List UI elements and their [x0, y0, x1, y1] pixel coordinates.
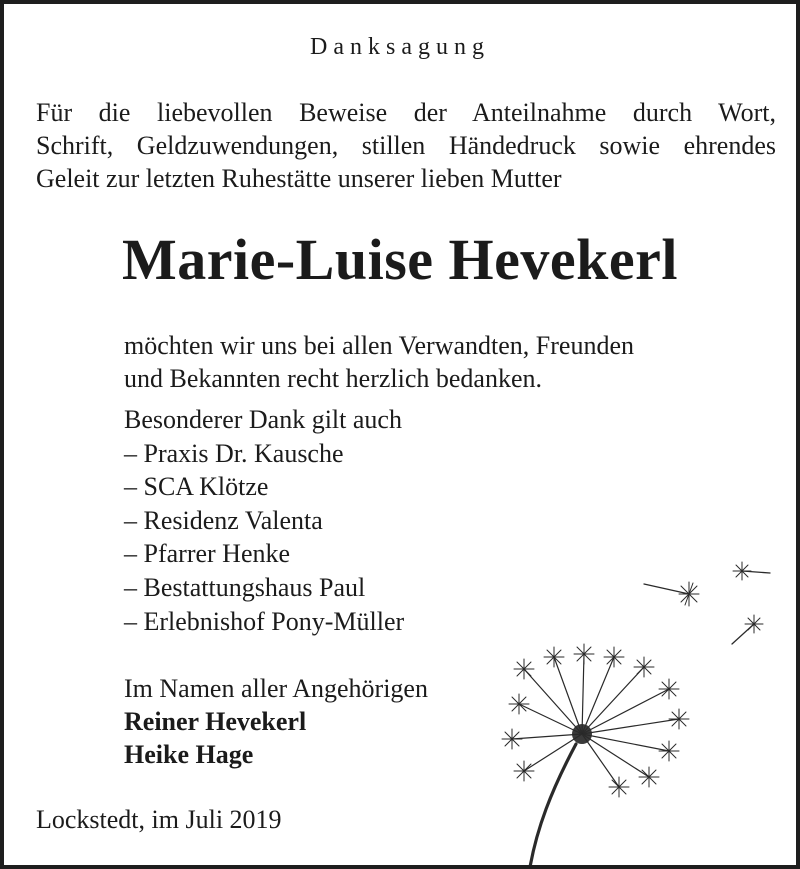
signature-name: Reiner Hevekerl [124, 707, 307, 736]
signature-intro: Im Namen aller Angehörigen [124, 674, 428, 703]
list-item: – Bestattungshaus Paul [124, 572, 366, 602]
seed-tufts [502, 644, 689, 797]
list-item: – Erlebnishof Pony-Müller [124, 606, 405, 636]
thanks-line: möchten wir uns bei allen Verwandten, Freunden [124, 331, 634, 360]
thanks-paragraph [124, 329, 634, 395]
intro-line: Schrift, Geldzuwendungen, stillen Händedruck sowie ehrendes [36, 131, 776, 160]
list-item: – SCA Klötze [124, 472, 269, 502]
seed-rays [512, 654, 679, 787]
special-thanks-intro: Besonderer Dank gilt auch [124, 405, 402, 434]
list-item: – Praxis Dr. Kausche [124, 438, 344, 468]
heading: Danksagung [310, 34, 490, 60]
list-item: – Pfarrer Henke [124, 539, 291, 569]
signature-name: Heike Hage [124, 740, 254, 769]
list-item: – Residenz Valenta [124, 505, 323, 535]
intro-paragraph [36, 96, 776, 195]
thanks-line: und Bekannten recht herzlich bedanken. [124, 364, 542, 393]
flying-seeds [644, 562, 770, 644]
dandelion-illustration [464, 539, 800, 869]
intro-line: Geleit zur letzten Ruhestätte unserer lieben Mutter [36, 164, 562, 193]
deceased-name: Marie-Luise Hevekerl [122, 227, 678, 292]
signature-block [124, 672, 428, 771]
place-date: Lockstedt, im Juli 2019 [36, 805, 282, 834]
special-thanks-list [124, 403, 404, 638]
intro-line: Für die liebevollen Beweise der Anteilnahme durch Wort, [36, 98, 776, 127]
